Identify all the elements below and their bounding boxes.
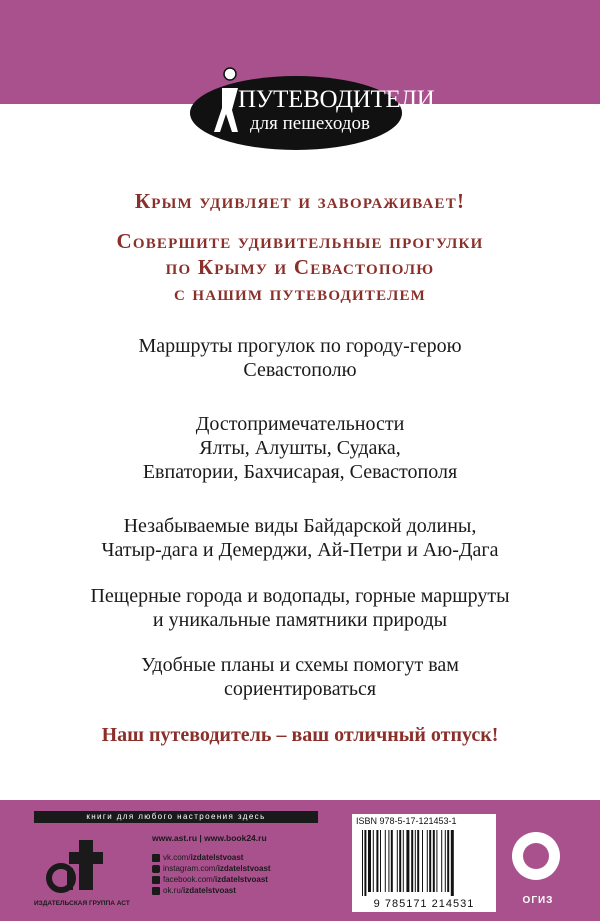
- isbn-number: ISBN 978-5-17-121453-1: [356, 816, 457, 826]
- series-logo: [190, 66, 435, 150]
- paragraph-caves: [0, 584, 600, 632]
- web-links[interactable]: www.ast.ru | www.book24.ru: [152, 833, 267, 843]
- paragraph-line: Севастополю: [243, 359, 357, 381]
- barcode-bar: [397, 830, 398, 892]
- paragraph-line: Пещерные города и водопады, горные маршруты: [90, 585, 510, 607]
- barcode-bar: [388, 830, 389, 892]
- barcode-bar: [385, 830, 386, 892]
- paragraph-maps: [0, 653, 600, 701]
- vk-icon: [152, 854, 160, 862]
- barcode-bar: [422, 830, 423, 892]
- publisher-caption: ИЗДАТЕЛЬСКАЯ ГРУППА АСТ: [34, 900, 130, 907]
- heading-1: Крым удивляет и завораживает!: [134, 189, 466, 213]
- paragraph-line: Чатыр-дага и Демерджи, Ай-Петри и Аю-Дага: [101, 539, 499, 561]
- barcode-bar: [391, 830, 393, 892]
- barcode-bar: [417, 830, 419, 892]
- barcode-bar: [411, 830, 413, 892]
- paragraph-views: [0, 514, 600, 562]
- paragraph-line: Незабываемые виды Байдарской долины,: [123, 515, 477, 537]
- ast-logo-icon: [45, 838, 107, 896]
- barcode-bar: [368, 830, 371, 892]
- paragraph-routes: [0, 334, 600, 382]
- social-link-facebook[interactable]: facebook.com/ izdatelstvoast: [152, 874, 271, 885]
- paragraph-line: Маршруты прогулок по городу-герою: [138, 335, 462, 357]
- barcode-bar: [380, 830, 381, 892]
- barcode-bar: [373, 830, 374, 892]
- barcode-bar: [362, 830, 363, 896]
- barcode-bar: [451, 830, 454, 896]
- instagram-icon: [152, 865, 160, 873]
- tagline-bar: книги для любого настроения здесь: [34, 811, 318, 823]
- barcode-bar: [445, 830, 446, 892]
- heading-3: по Крыму и Севастополю: [165, 255, 435, 279]
- social-link-vk[interactable]: vk.com/ izdatelstvoast: [152, 852, 271, 863]
- barcode-bar: [436, 830, 437, 892]
- logo-subtitle: для пешеходов: [250, 113, 370, 134]
- barcode-bar: [441, 830, 442, 892]
- barcode-bar: [403, 830, 404, 892]
- barcode-bar: [376, 830, 378, 892]
- back-cover-text: [0, 188, 600, 747]
- paragraph-line: Евпатории, Бахчисарая, Севастополя: [142, 461, 458, 483]
- barcode-bar: [427, 830, 428, 892]
- barcode-bar: [433, 830, 435, 892]
- heading-2: Совершите удивительные прогулки: [116, 229, 484, 253]
- barcode-bar: [447, 830, 449, 892]
- paragraph-line: сориентироваться: [223, 678, 377, 700]
- barcode-bar: [399, 830, 401, 892]
- logo-title: ПУТЕВОДИТЕЛИ: [238, 86, 435, 113]
- facebook-icon: [152, 876, 160, 884]
- barcode-bar: [415, 830, 416, 892]
- closing-slogan: Наш путеводитель – ваш отличный отпуск!: [101, 724, 499, 746]
- paragraph-line: Ялты, Алушты, Судака,: [199, 437, 401, 459]
- barcode-bar: [364, 830, 366, 896]
- isbn-barcode-box: [352, 814, 496, 912]
- ogiz-logo-icon: [508, 820, 568, 892]
- social-link-ok[interactable]: ok.ru/ izdatelstvoast: [152, 885, 271, 896]
- barcode-digits: 9 785171 214531: [373, 898, 475, 910]
- ok-icon: [152, 887, 160, 895]
- paragraph-line: и уникальные памятники природы: [152, 609, 448, 631]
- social-link-instagram[interactable]: instagram.com/ izdatelstvoast: [152, 863, 271, 874]
- barcode-bar: [406, 830, 409, 892]
- heading-4: с нашим путеводителем: [173, 281, 427, 305]
- barcode-bar: [429, 830, 431, 892]
- paragraph-sights: [0, 412, 600, 484]
- paragraph-line: Удобные планы и схемы помогут вам: [141, 654, 459, 676]
- paragraph-line: Достопримечательности: [195, 413, 405, 435]
- social-links: [152, 852, 271, 896]
- barcode-icon: [360, 830, 488, 896]
- ogiz-label: ОГИЗ: [522, 895, 554, 906]
